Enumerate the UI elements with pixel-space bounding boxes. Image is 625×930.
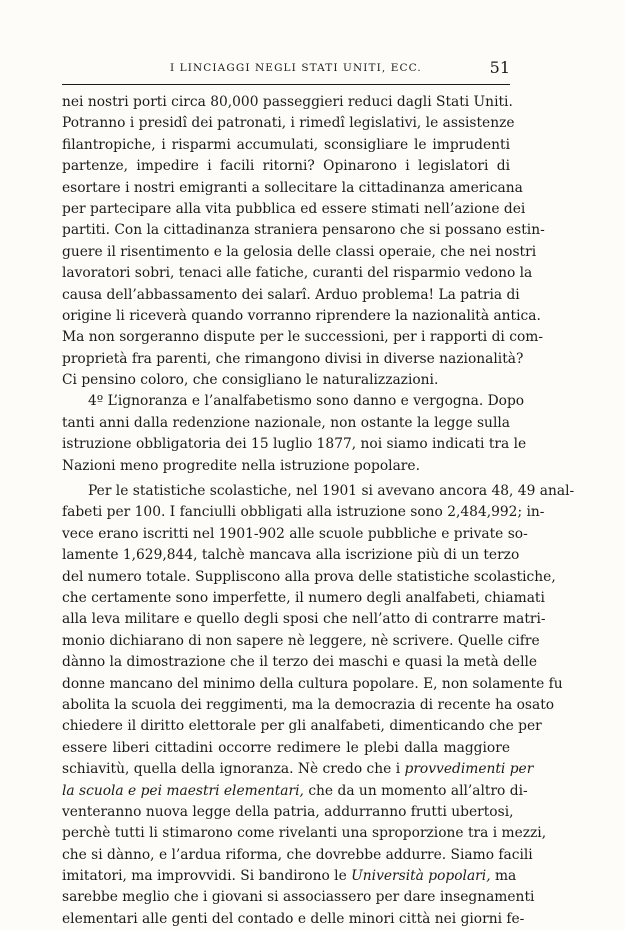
text-line: dànno la dimostrazione che il terzo dei maschi e quasi la metà delle [62,654,538,671]
italic-phrase: la scuola e pei maestri elementari, [62,782,304,799]
text-line: elementari alle genti del contado e delle minori città nei giorni fe- [62,910,525,927]
text-line: 4º L’ignoranza e l’analfabetismo sono danno e vergogna. Dopo [88,393,525,410]
text-line: tanti anni dalla redenzione nazionale, non ostante la legge sulla [62,414,510,431]
text-line: istruzione obbligatoria dei 15 luglio 1877, noi siamo indicati tra le [62,436,527,453]
text-line: guere il risentimento e la gelosia delle classi operaie, che nei nostri [62,243,537,260]
page-header [62,58,510,80]
text-line: Per le statistiche scolastiche, nel 1901 si avevano ancora 48, 49 anal- [88,483,575,500]
text-line: del numero totale. Suppliscono alla prova delle statistiche scolastiche, [62,568,556,585]
text-line: monio dichiarano di non sapere nè leggere, nè scrivere. Quelle cifre [62,632,540,649]
text-line: partenze, impedire i facili ritorni? Opinarono i legislatori di [62,158,510,175]
text-line: Ma non sorgeranno dispute per le successioni, per i rapporti di com- [62,329,543,346]
text-line: venteranno nuova legge della patria, addurranno frutti ubertosi, [62,803,514,820]
running-title: I LINCIAGGI NEGLI STATI UNITI, ECC. [170,62,422,74]
text-line: nei nostri porti circa 80,000 passeggieri reduci dagli Stati Uniti. [62,94,513,110]
body-text [62,92,575,930]
text-line: che certamente sono imperfette, il numero degli analfabeti, chiamati [62,589,545,606]
text-line: partiti. Con la cittadinanza straniera pensarono che si possano estin- [62,222,545,239]
text-line: la scuola e pei maestri elementari, che da un momento all’altro di- [62,782,528,799]
italic-phrase: provvedimenti per [404,761,534,778]
page-number: 51 [489,58,510,77]
text-line: schiavitù, quella della ignoranza. Nè credo che i provvedimenti per [62,761,534,778]
text-line: donne mancano del minimo della cultura popolare. E, non solamente fu [62,675,563,692]
header-rule [62,84,510,85]
text-line: esortare i nostri emigranti a sollecitare la cittadinanza americana [62,179,523,196]
text-line: Nazioni meno progredite nella istruzione popolare. [62,457,420,474]
text-line: alla leva militare e quello degli sposi che nell’atto di contrarre matri- [62,611,546,628]
text-line: essere liberi cittadini occorre redimere le plebi dalla maggiore [62,739,510,756]
text-line: vece erano iscritti nel 1901-902 alle scuole pubbliche e private so- [62,525,528,542]
text-line: causa dell’abbassamento dei salarî. Arduo problema! La patria di [62,286,520,303]
text-line: fabeti per 100. I fanciulli obbligati alla istruzione sono 2,484,992; in- [62,504,545,521]
text-line: sarebbe meglio che i giovani si associassero per dare insegnamenti [62,889,535,906]
text-line: lavoratori sobri, tenaci alle fatiche, curanti del risparmio vedono la [62,265,533,282]
text-line: imitatori, ma improvvidi. Si bandirono le Università popolari, ma [62,868,517,885]
text-line: perchè tutti li stimarono come rivelanti una sproporzione tra i mezzi, [62,825,547,842]
text-line: chiedere il diritto elettorale per gli analfabeti, dimenticando che per [62,718,542,735]
text-line: per partecipare alla vita pubblica ed essere stimati nell’azione dei [62,200,526,217]
text-line: origine li riceverà quando vorranno riprendere la nazionalità antica. [62,307,541,324]
text-line: Potranno i presidî dei patronati, i rimedî legislativi, le assistenze [62,115,515,132]
text-line: abolita la scuola dei reggimenti, ma la democrazia di recente ha osato [62,696,555,713]
text-line: Ci pensino coloro, che consigliano le naturalizzazioni. [62,372,439,389]
text-line: proprietà fra parenti, che rimangono divisi in diverse nazionalità? [62,350,524,367]
text-line: lamente 1,629,844, talchè mancava alla iscrizione più di un terzo [62,547,520,564]
text-line: filantropiche, i risparmi accumulati, sconsigliare le imprudenti [62,136,510,153]
italic-phrase: Università popolari, [351,868,491,885]
text-line: che si dànno, e l’ardua riforma, che dovrebbe addurre. Siamo facili [62,846,533,863]
